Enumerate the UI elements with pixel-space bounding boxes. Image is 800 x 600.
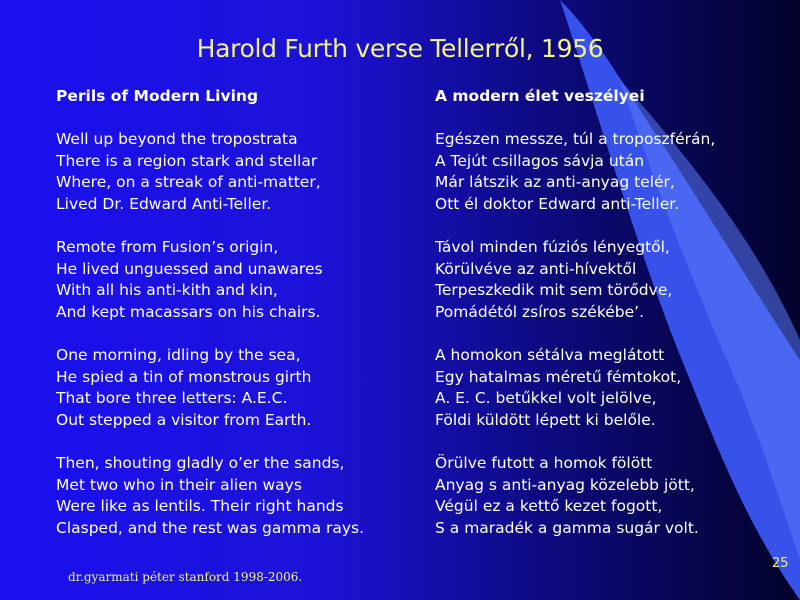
- poem-line: With all his anti-kith and kin,: [56, 281, 278, 300]
- poem-line: S a maradék a gamma sugár volt.: [435, 518, 699, 537]
- poem-english-heading: Perils of Modern Living: [56, 87, 259, 105]
- poem-line: Then, shouting gladly o’er the sands,: [56, 454, 345, 473]
- stanza: [56, 129, 416, 215]
- poem-line: Távol minden fúziós lényegtől,: [435, 238, 670, 257]
- stanza: [56, 237, 416, 323]
- stanza: [435, 237, 775, 323]
- poem-line: And kept macassars on his chairs.: [56, 302, 321, 321]
- stanza: [435, 345, 775, 431]
- poem-line: Földi küldött lépett ki belőle.: [435, 410, 656, 429]
- poem-line: Well up beyond the tropostrata: [56, 130, 298, 149]
- poem-line: A. E. C. betűkkel volt jelölve,: [435, 389, 657, 408]
- poem-hungarian-column: [435, 86, 775, 561]
- poem-line: There is a region stark and stellar: [56, 151, 318, 170]
- poem-line: Pomádétól zsíros székébe’.: [435, 302, 645, 321]
- poem-line: He lived unguessed and unawares: [56, 259, 323, 278]
- poem-line: Terpeszkedik mit sem törődve,: [435, 281, 673, 300]
- stanza: [435, 453, 775, 539]
- footer-credit: dr.gyarmati péter stanford 1998-2006.: [68, 570, 303, 584]
- stanza: [435, 129, 775, 215]
- poem-line: Körülvéve az anti-hívektől: [435, 259, 637, 278]
- poem-line: Remote from Fusion’s origin,: [56, 238, 279, 257]
- poem-line: Ott él doktor Edward anti-Teller.: [435, 194, 680, 213]
- poem-line: Egy hatalmas méretű fémtokot,: [435, 367, 682, 386]
- poem-line: Anyag s anti-anyag közelebb jött,: [435, 475, 695, 494]
- slide-title: Harold Furth verse Tellerről, 1956: [196, 34, 604, 63]
- poem-line: Where, on a streak of anti-matter,: [56, 173, 321, 192]
- poem-english-column: [56, 86, 416, 561]
- poem-line: Végül ez a kettő kezet fogott,: [435, 497, 663, 516]
- poem-line: A Tejút csillagos sávja után: [435, 151, 645, 170]
- poem-hungarian-heading: A modern élet veszélyei: [435, 87, 645, 105]
- stanza: [56, 453, 416, 539]
- poem-line: Out stepped a visitor from Earth.: [56, 410, 312, 429]
- poem-line: Már látszik az anti-anyag telér,: [435, 173, 675, 192]
- poem-line: Clasped, and the rest was gamma rays.: [56, 518, 365, 537]
- poem-line: He spied a tin of monstrous girth: [56, 367, 312, 386]
- poem-line: One morning, idling by the sea,: [56, 346, 301, 365]
- poem-line: Egészen messze, túl a troposzférán,: [435, 130, 716, 149]
- poem-line: Lived Dr. Edward Anti-Teller.: [56, 194, 272, 213]
- stanza: [56, 345, 416, 431]
- poem-line: Örülve futott a homok fölött: [435, 454, 653, 473]
- poem-line: Met two who in their alien ways: [56, 475, 302, 494]
- poem-line: Were like as lentils. Their right hands: [56, 497, 344, 516]
- poem-line: A homokon sétálva meglátott: [435, 346, 665, 365]
- poem-line: That bore three letters: A.E.C.: [56, 389, 288, 408]
- page-number: 25: [772, 556, 789, 571]
